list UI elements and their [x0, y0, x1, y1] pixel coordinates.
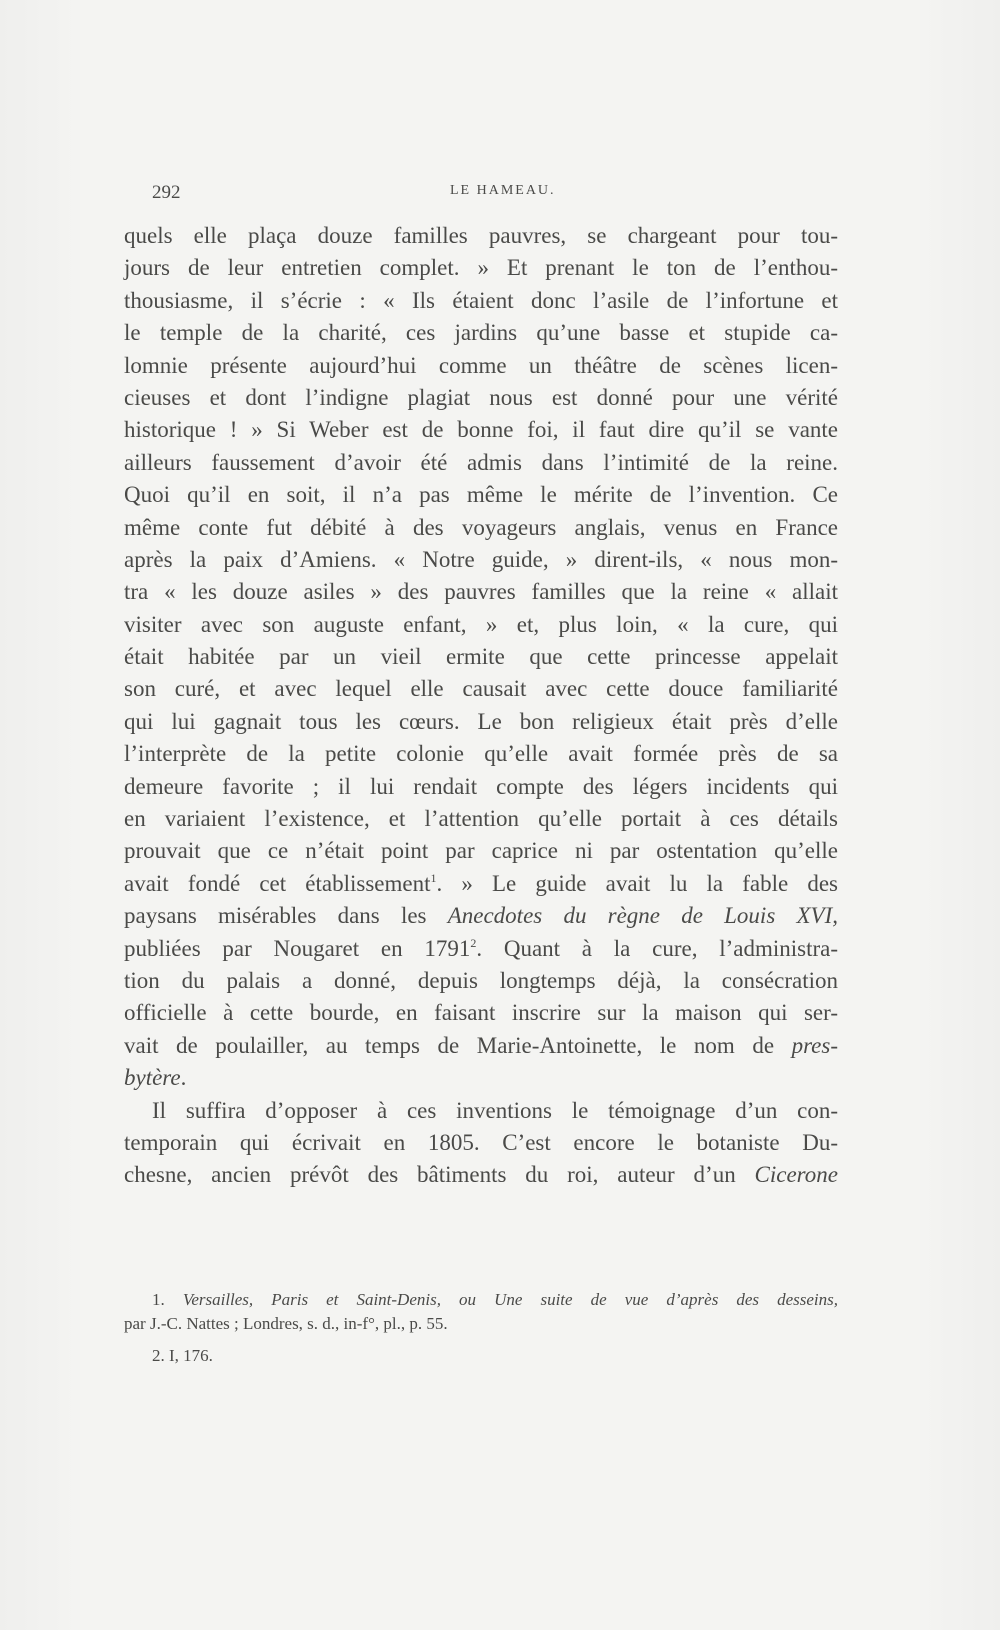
text-line: historique ! » Si Weber est de bonne foi, il faut dire qu’il se vante: [124, 417, 838, 443]
text-line: après la paix d’Amiens. « Notre guide, » dirent-ils, « nous mon-: [124, 546, 838, 572]
text-line: [124, 1159, 838, 1191]
footnote-title: Versailles, Paris et Saint-Denis, ou Une suite de vue d’après des desseins,: [182, 1290, 839, 1309]
text-line: son curé, et avec lequel elle causait avec cette douce familiarité: [124, 676, 838, 702]
text-line: visiter avec son auguste enfant, » et, plus loin, « la cure, qui: [124, 611, 838, 637]
text-line: Il suffira d’opposer à ces inventions le témoignage d’un con-: [152, 1097, 838, 1123]
text-segment: chesne, ancien prévôt des bâtiments du roi, auteur d’un: [124, 1162, 755, 1188]
book-title: Cicerone: [754, 1162, 838, 1188]
text-line: en variaient l’existence, et l’attention qu’elle portait à ces détails: [124, 806, 838, 832]
text-line: même conte fut débité à des voyageurs anglais, venus en France: [124, 514, 838, 540]
text-line: le temple de la charité, ces jardins qu’une basse et stupide ca-: [124, 320, 838, 346]
text-line: qui lui gagnait tous les cœurs. Le bon religieux était près d’elle: [124, 708, 838, 734]
footnote-ref-2[interactable]: 2: [470, 935, 477, 950]
footnote-1: [124, 1288, 838, 1312]
text-line: cieuses et dont l’indigne plagiat nous est donné pour une vérité: [124, 384, 838, 410]
text-line: était habitée par un vieil ermite que cette princesse appelait: [124, 644, 838, 670]
text-line: tra « les douze asiles » des pauvres familles que la reine « allait: [124, 579, 838, 605]
text-line: prouvait que ce n’était point par caprice ni par ostentation qu’elle: [124, 838, 838, 864]
footnote-text: I, 176.: [169, 1346, 213, 1365]
text-segment: paysans misérables dans les: [124, 903, 448, 929]
italic-word: bytère: [124, 1065, 181, 1091]
text-line: [124, 933, 838, 965]
footnote-number: 2.: [152, 1346, 165, 1365]
text-segment: . » Le guide avait lu la fable des: [436, 870, 839, 896]
text-line: l’interprète de la petite colonie qu’elle avait formée près de sa: [124, 741, 838, 767]
text-line: officielle à cette bourde, en faisant inscrire sur la maison qui ser-: [124, 1000, 838, 1026]
book-title: Anecdotes du règne de Louis XVI,: [447, 903, 838, 929]
running-head: [124, 178, 836, 204]
text-line: temporain qui écrivait en 1805. C’est encore le botaniste Du-: [124, 1129, 838, 1155]
italic-word: pres-: [791, 1032, 838, 1058]
running-title: LE HAMEAU.: [450, 183, 556, 198]
footnote-2: [124, 1344, 838, 1368]
text-line: lomnie présente aujourd’hui comme un théâtre de scènes licen-: [124, 352, 838, 378]
text-segment: publiées par Nougaret en 1791: [124, 935, 471, 961]
text-line: tion du palais a donné, depuis longtemps déjà, la consécration: [124, 967, 838, 993]
text-line: thousiasme, il s’écrie : « Ils étaient donc l’asile de l’infortune et: [124, 287, 838, 313]
text-segment: vait de poulailler, au temps de Marie-Antoinette, le nom de: [124, 1032, 792, 1058]
text-segment: avait fondé cet établissement: [124, 870, 431, 896]
text-segment: .: [180, 1065, 187, 1091]
text-line: jours de leur entretien complet. » Et prenant le ton de l’enthou-: [124, 255, 838, 281]
text-line: quels elle plaça douze familles pauvres, se chargeant pour tou-: [124, 223, 838, 248]
text-line: ailleurs faussement d’avoir été admis dans l’intimité de la reine.: [124, 449, 838, 475]
footnote-1-continued: par J.-C. Nattes ; Londres, s. d., in-f°, pl., p. 55.: [124, 1314, 448, 1333]
text-line: [124, 1030, 838, 1062]
footnote-ref-1[interactable]: 1: [430, 870, 437, 885]
text-line: Quoi qu’il en soit, il n’a pas même le mérite de l’invention. Ce: [124, 482, 838, 508]
text-line: demeure favorite ; il lui rendait compte des légers incidents qui: [124, 773, 838, 799]
text-line: [124, 868, 838, 900]
body-text: [124, 220, 838, 1192]
text-line: [124, 900, 838, 932]
page-number: 292: [152, 182, 181, 203]
text-segment: . Quant à la cure, l’administra-: [476, 935, 838, 961]
footnotes: [124, 1288, 838, 1368]
footnote-number: 1.: [152, 1290, 165, 1309]
text-line: [124, 1062, 838, 1094]
